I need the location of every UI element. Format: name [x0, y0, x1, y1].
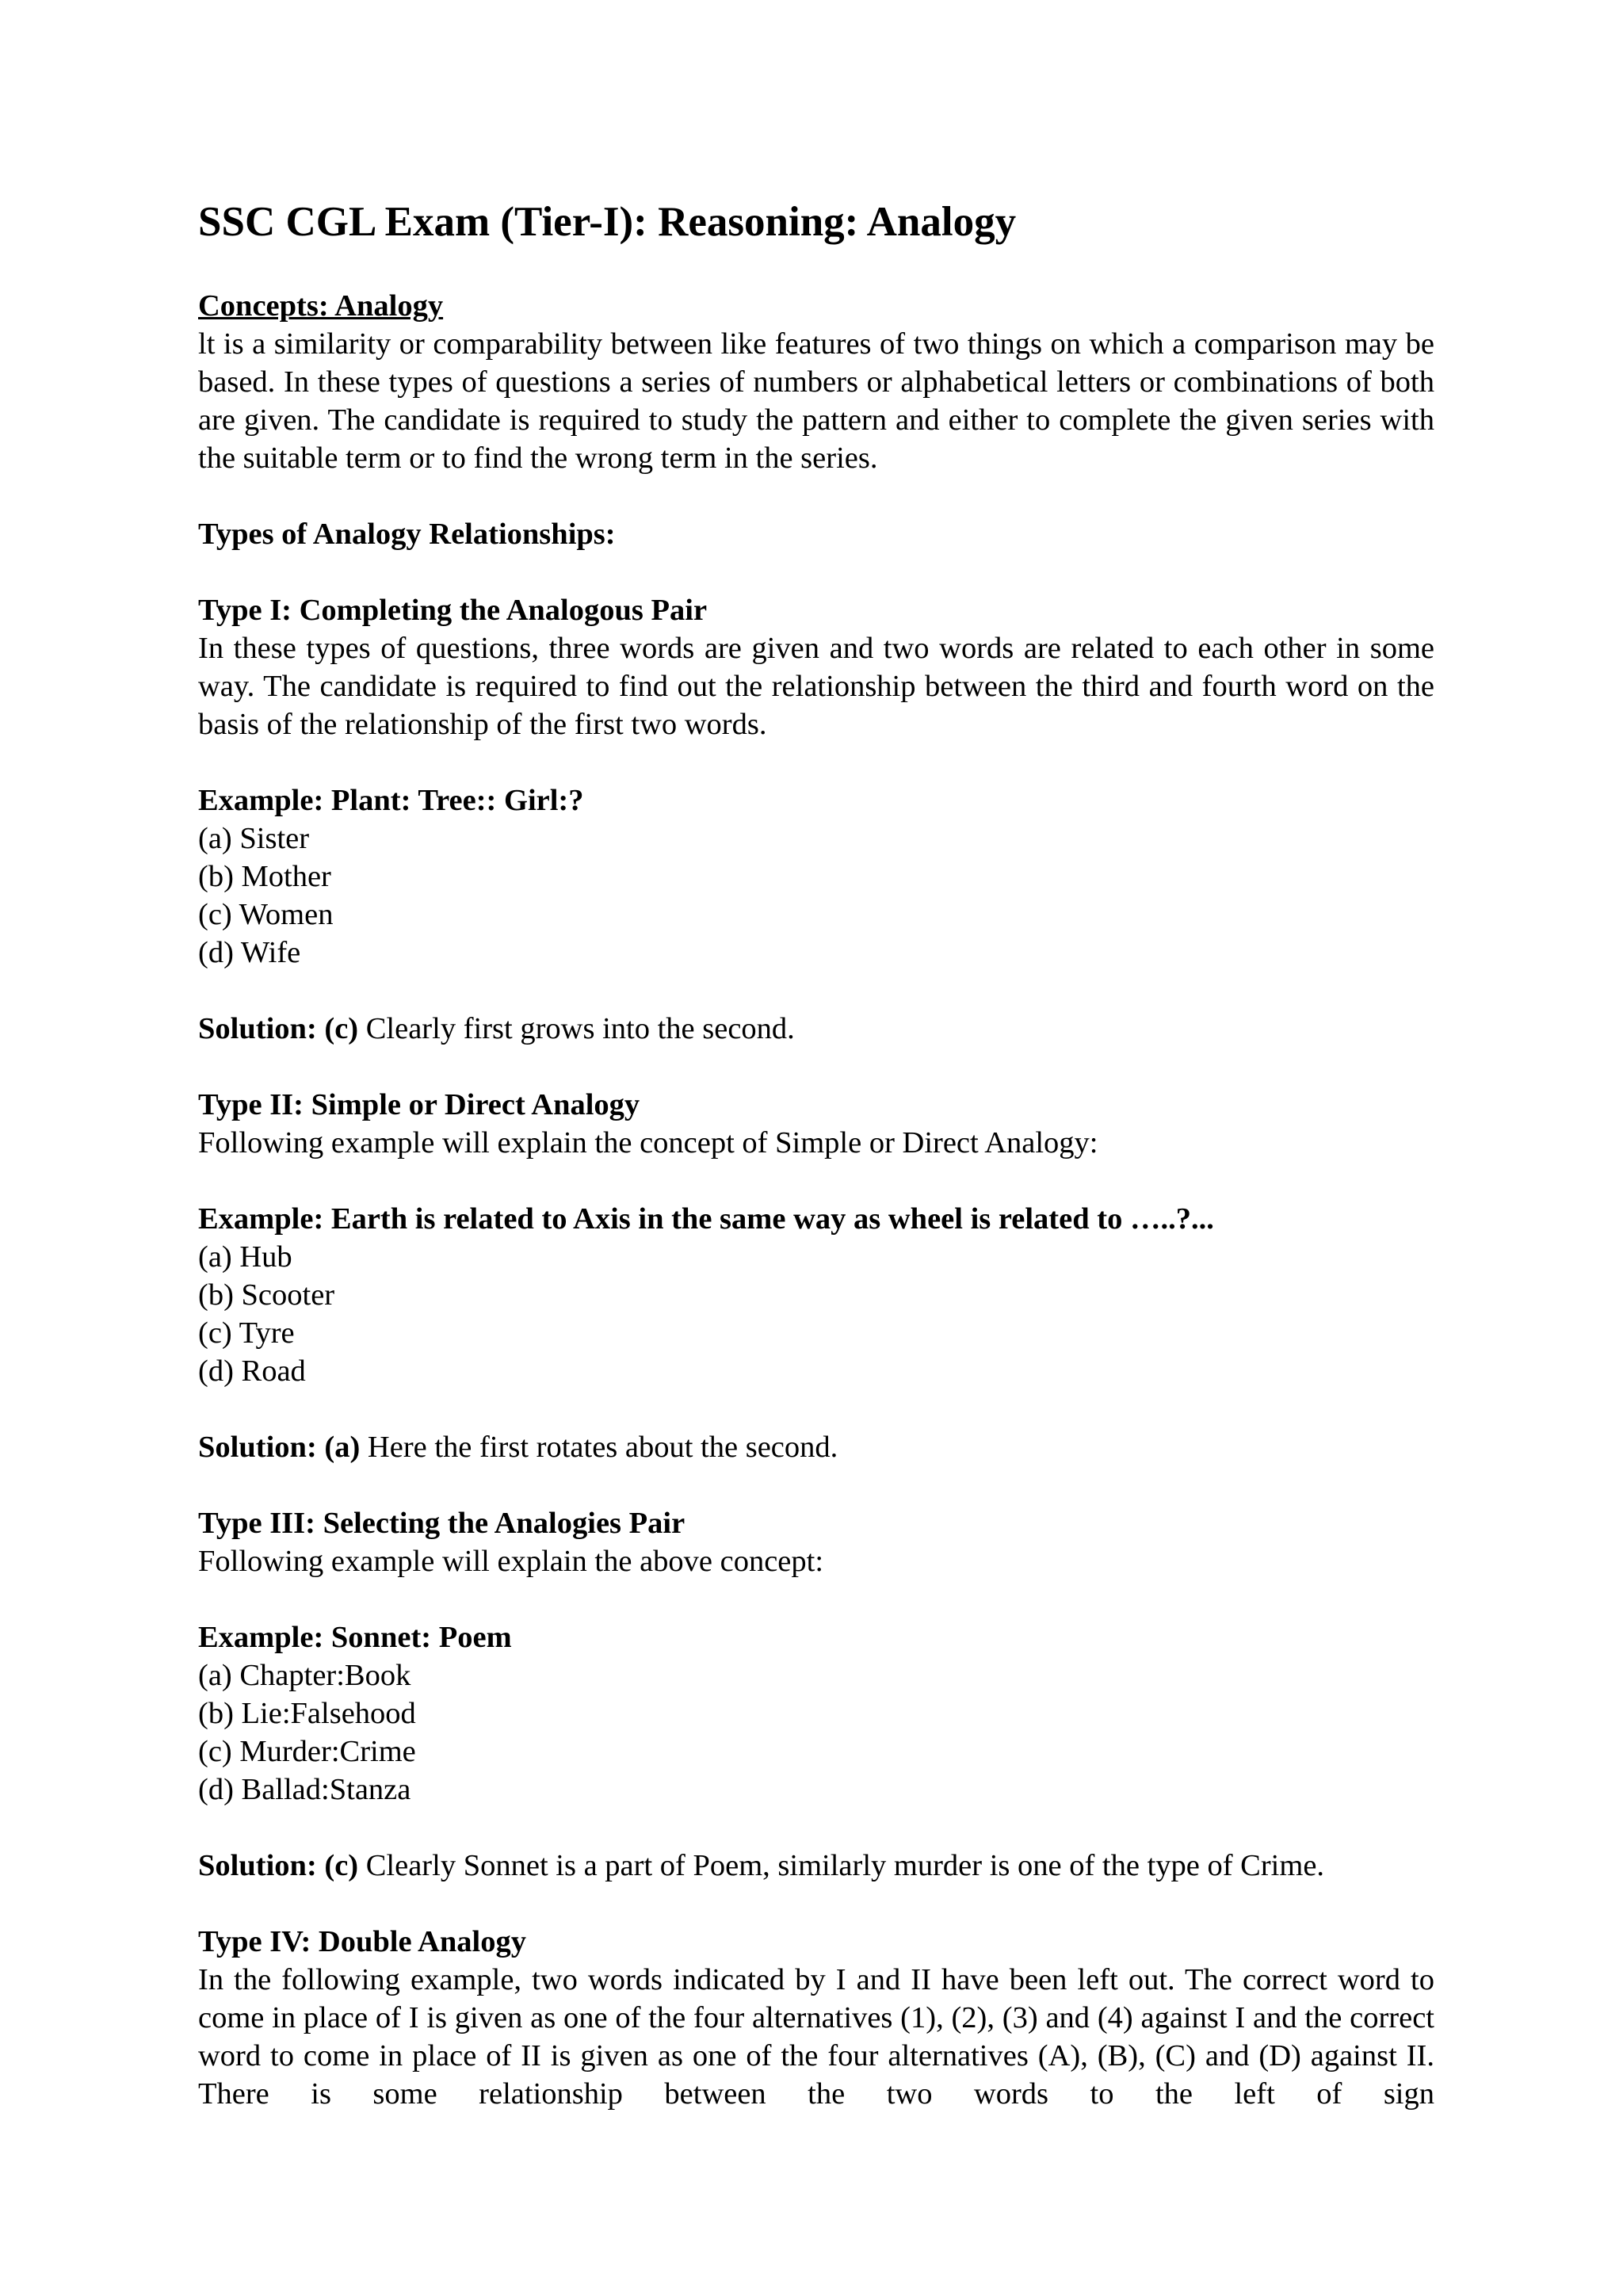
type2-paragraph: Following example will explain the concept of Simple or Direct Analogy:: [198, 1126, 1098, 1159]
spacer: [198, 1885, 1434, 1923]
spacer: [198, 1162, 1434, 1200]
type1-option-c: (c) Women: [198, 898, 334, 931]
type3-option-d: (d) Ballad:Stanza: [198, 1773, 411, 1806]
type1-option-b: (b) Mother: [198, 860, 331, 893]
type3-example: Example: Sonnet: Poem: [198, 1621, 512, 1654]
type2-option-b: (b) Scooter: [198, 1278, 335, 1312]
type1-example: Example: Plant: Tree:: Girl:?: [198, 784, 584, 817]
type2-option-d: (d) Road: [198, 1354, 306, 1388]
type3-option-c: (c) Murder:Crime: [198, 1735, 416, 1768]
page-title: SSC CGL Exam (Tier-I): Reasoning: Analogy: [198, 199, 1017, 245]
spacer: [198, 1048, 1434, 1086]
type2-solution: [198, 1428, 1434, 1466]
spacer: [198, 1466, 1434, 1504]
concepts-heading: Concepts: Analogy: [198, 289, 444, 323]
solution-text: Clearly Sonnet is a part of Poem, similarly murder is one of the type of Crime.: [358, 1849, 1325, 1882]
solution-text: Here the first rotates about the second.: [360, 1431, 838, 1464]
type3-paragraph: Following example will explain the above concept:: [198, 1545, 824, 1578]
solution-text: Clearly first grows into the second.: [358, 1012, 795, 1045]
spacer: [198, 743, 1434, 781]
type1-solution: [198, 1010, 1434, 1048]
spacer: [198, 1809, 1434, 1847]
solution-label: Solution: (a): [198, 1431, 361, 1464]
type1-heading: Type I: Completing the Analogous Pair: [198, 594, 708, 627]
document-body: [198, 287, 1434, 2113]
type4-paragraph: In the following example, two words indicated by I and II have been left out. The correct word to come in place of I is given as one of the four alternatives (1), (2), (3) and (4) against I and the correct word to come in place of II is given as one of the four alternatives (A), (B), (C) and (D) against II. There is some relationship between the two words to the left of sign: [198, 1963, 1434, 2111]
solution-label: Solution: (c): [198, 1012, 359, 1045]
types-heading: Types of Analogy Relationships:: [198, 518, 616, 551]
solution-label: Solution: (c): [198, 1849, 359, 1882]
spacer: [198, 972, 1434, 1010]
type2-option-a: (a) Hub: [198, 1240, 292, 1274]
type1-option-a: (a) Sister: [198, 822, 310, 855]
spacer: [198, 477, 1434, 515]
type1-option-d: (d) Wife: [198, 936, 301, 969]
type2-heading: Type II: Simple or Direct Analogy: [198, 1088, 640, 1121]
type2-option-c: (c) Tyre: [198, 1316, 295, 1350]
spacer: [198, 1580, 1434, 1618]
type4-heading: Type IV: Double Analogy: [198, 1925, 526, 1958]
spacer: [198, 553, 1434, 591]
concepts-paragraph: lt is a similarity or comparability between like features of two things on which a comparison may be based. In these types of questions a series of numbers or alphabetical letters or combinations of both are given. The candidate is required to study the pattern and either to complete the given series with the suitable term or to find the wrong term in the series.: [198, 327, 1434, 475]
spacer: [198, 1390, 1434, 1428]
type1-paragraph: In these types of questions, three words are given and two words are related to each other in some way. The candidate is required to find out the relationship between the third and fourth word on the basis of the relationship of the first two words.: [198, 632, 1434, 741]
type2-example: Example: Earth is related to Axis in the same way as wheel is related to …..?...: [198, 1202, 1214, 1236]
type3-option-b: (b) Lie:Falsehood: [198, 1697, 416, 1730]
type3-heading: Type III: Selecting the Analogies Pair: [198, 1507, 685, 1540]
type3-option-a: (a) Chapter:Book: [198, 1659, 411, 1692]
type3-solution: [198, 1847, 1434, 1885]
